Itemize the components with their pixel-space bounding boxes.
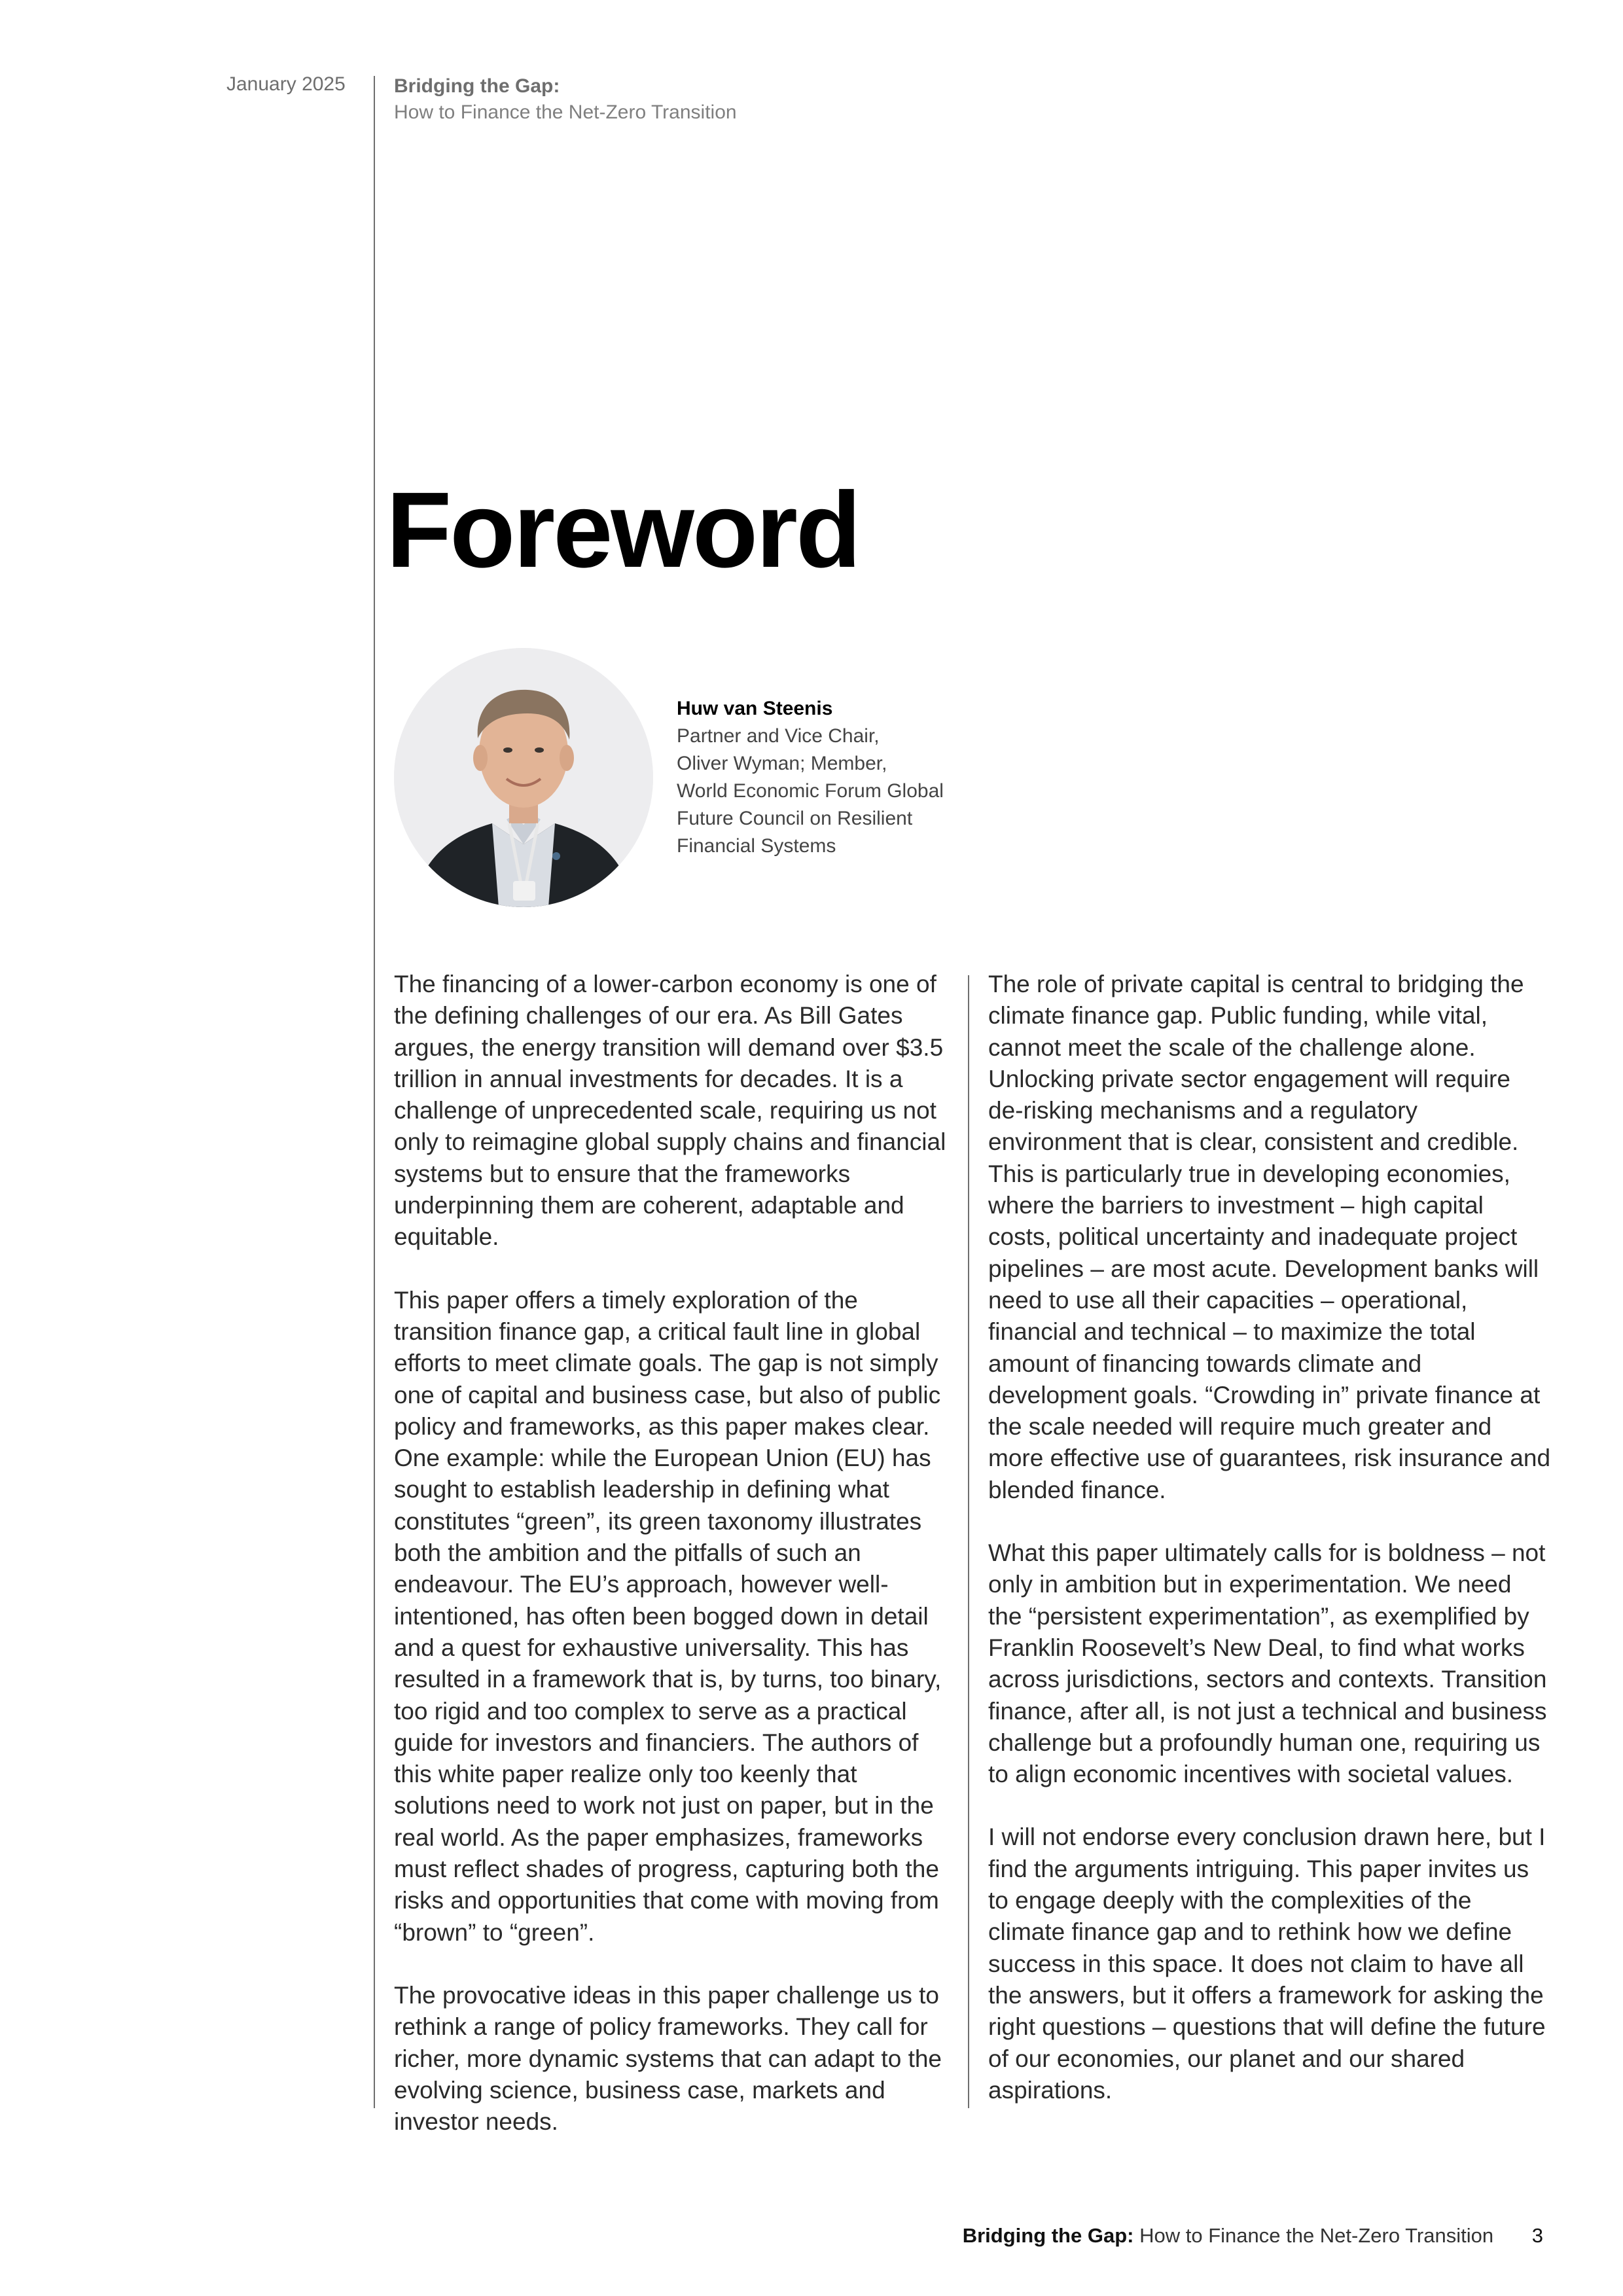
author-role-line: Future Council on Resilient (677, 808, 913, 829)
author-role-line: Financial Systems (677, 835, 836, 857)
page-title: Foreword (386, 470, 860, 590)
left-vertical-rule (374, 76, 375, 2108)
author-name: Huw van Steenis (677, 698, 833, 719)
text-column-right (988, 969, 1551, 2138)
page-footer (963, 2224, 1543, 2248)
footer-subtitle: How to Finance the Net-Zero Transition (1139, 2224, 1494, 2247)
author-role-line: Oliver Wyman; Member, (677, 753, 887, 774)
paragraph: The financing of a lower-carbon economy is one of the defining challenges of our era. As Bill Gates argues, the energy transition will demand over $3.5 trillion in annual investments for decades. It is a challenge of unprecedented scale, requiring us not only to reimagine global supply chains and financial systems but to ensure that the frameworks underpinning them are coherent, adaptable and equitable. (394, 971, 946, 1251)
paragraph: I will not endorse every conclusion drawn here, but I find the arguments intriguing. This paper invites us to engage deeply with the complexities of the climate finance gap and to rethink how we define success in this space. It does not claim to have all the answers, but it offers a framework for asking the right questions – questions that will define the future of our economies, our planet and our shared aspirations. (988, 1823, 1546, 2104)
author-portrait (394, 648, 653, 907)
header-title-block (394, 73, 737, 126)
text-column-left (394, 969, 957, 2169)
author-info (677, 695, 944, 860)
paragraph: This paper offers a timely exploration of the transition finance gap, a critical fault line in global efforts to meet climate goals. The gap is not simply one of capital and business case, but also of public policy and frameworks, as this paper makes clear. One example: while the European Union (EU) has sought to establish leadership in defining what constitutes “green”, its green taxonomy illustrates both the ambition and the pitfalls of such an endeavour. The EU’s approach, however well-intentioned, has often been bogged down in detail and a quest for exhaustive universality. This has resulted in a framework that is, by turns, too binary, too rigid and too complex to serve as a practical guide for investors and financiers. The authors of this white paper realize only too keenly that solutions need to work not just on paper, but in the real world. As the paper emphasizes, frameworks must reflect shades of progress, capturing both the risks and opportunities that come with moving from “brown” to “green”. (394, 1286, 942, 1946)
footer-title: Bridging the Gap: (962, 2224, 1134, 2247)
author-role-line: Partner and Vice Chair, (677, 725, 880, 747)
paragraph: The provocative ideas in this paper challenge us to rethink a range of policy frameworks. They call for richer, more dynamic systems that can adapt to the evolving science, business case, markets and investor needs. (394, 1981, 942, 2136)
header-date: January 2025 (226, 73, 346, 95)
paragraph: What this paper ultimately calls for is boldness – not only in ambition but in experimentation. We need the “persistent experimentation”, as exemplified by Franklin Roosevelt’s New Deal, to find what works across jurisdictions, sectors and contexts. Transition finance, after all, is not just a technical and business challenge but a profoundly human one, requiring us to align economic incentives with societal values. (988, 1539, 1547, 1788)
header-title: Bridging the Gap: (394, 75, 560, 97)
portrait-illustration (394, 648, 653, 907)
header-subtitle: How to Finance the Net-Zero Transition (394, 101, 737, 123)
author-role-line: World Economic Forum Global (677, 780, 944, 802)
paragraph: The role of private capital is central to bridging the climate finance gap. Public funding, while vital, cannot meet the scale of the challenge alone. Unlocking private sector engagement will require de-risking mechanisms and a regulatory environment that is clear, consistent and credible. This is particularly true in developing economies, where the barriers to investment – high capital costs, political uncertainty and inadequate project pipelines – are most acute. Development banks will need to use all their capacities – operational, financial and technical – to maximize the total amount of financing towards climate and development goals. “Crowding in” private finance at the scale needed will require much greater and more effective use of guarantees, risk insurance and blended finance. (988, 971, 1551, 1503)
page-number: 3 (1531, 2224, 1543, 2247)
column-divider (968, 975, 969, 2108)
